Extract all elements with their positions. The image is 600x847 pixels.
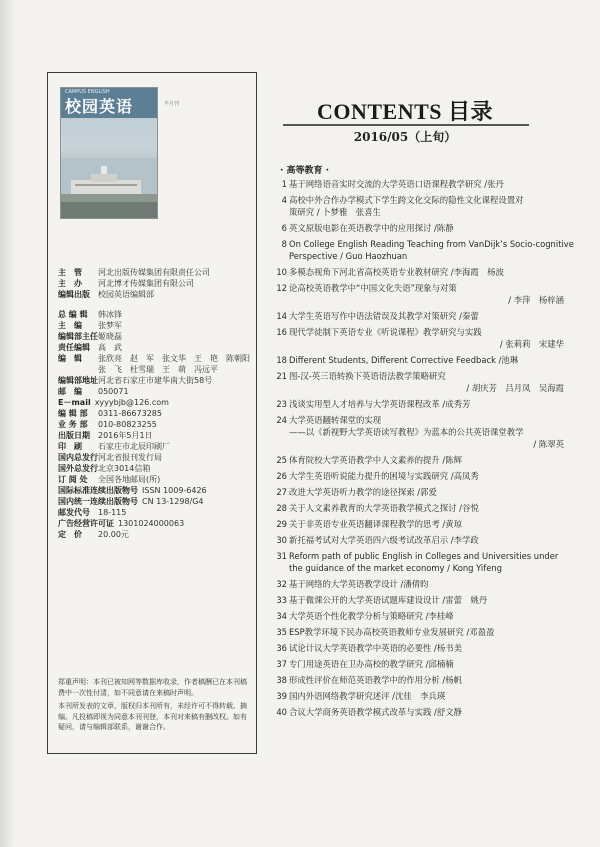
masthead-row xyxy=(58,331,254,342)
toc-entry-line xyxy=(270,626,566,638)
toc-entry-line xyxy=(270,518,566,530)
toc-author: 雷蕾 姚丹 xyxy=(445,595,488,605)
toc-author: 杨帆 xyxy=(445,675,462,685)
toc-author: 舒文静 xyxy=(436,707,462,717)
masthead-row xyxy=(58,496,254,507)
masthead-label: 国内统一连续出版物号 xyxy=(58,497,138,506)
masthead-value: 050071 xyxy=(98,387,129,396)
toc-entry-line xyxy=(270,310,566,322)
toc-entry xyxy=(270,310,566,322)
toc-article-title: On College English Reading Teaching from VanDijk’s Socio-cognitive xyxy=(289,239,574,249)
masthead-label: 主 编 xyxy=(58,321,82,330)
toc-entry-line xyxy=(270,674,566,686)
toc-article-title: 大学英语翻转课堂的实现 xyxy=(289,415,382,425)
masthead-value: 张 飞 杜雪瑞 王 萌 冯远平 xyxy=(98,365,218,374)
toc-entry xyxy=(270,414,566,450)
masthead-value: CN 13-1298/G4 xyxy=(142,497,204,506)
masthead-label: 编辑部地址 xyxy=(58,376,98,385)
toc-entry xyxy=(270,370,566,394)
masthead-row xyxy=(58,441,254,452)
toc-page-number: 29 xyxy=(276,519,287,529)
masthead-row xyxy=(58,320,254,331)
toc-entry xyxy=(270,534,566,546)
toc-entry xyxy=(270,222,566,234)
toc-page-number: 28 xyxy=(276,503,287,513)
toc-article-title: 高校中外合作办学模式下学生跨文化交际的隐性文化课程设置对 xyxy=(289,195,524,205)
toc-author: 李学政 xyxy=(453,535,479,545)
masthead-row xyxy=(58,452,254,463)
masthead-label: 编辑出版 xyxy=(58,290,90,299)
toc-article-title: ESP教学环境下民办高校英语教师专业发展研究 / xyxy=(289,627,470,637)
toc-page-number: 35 xyxy=(276,627,287,637)
toc-article-title: 论高校英语教学中“中国文化失语”现象与对策 xyxy=(289,283,457,293)
toc-page-number: 39 xyxy=(276,691,287,701)
masthead-value: 河北博才传媒集团有限公司 xyxy=(98,279,194,288)
masthead-value: 010-80823255 xyxy=(98,420,157,429)
toc-page-number: 32 xyxy=(276,579,287,589)
masthead-value: 18-115 xyxy=(98,508,127,517)
toc-entry xyxy=(270,626,566,638)
masthead-label: 定 价 xyxy=(58,530,82,539)
toc-page-number: 30 xyxy=(276,535,287,545)
toc-author: 邱楠楠 xyxy=(428,659,454,669)
masthead-value: ISSN 1009-6426 xyxy=(142,486,207,495)
toc-entry xyxy=(270,326,566,350)
toc-author-right: / 李萍 杨梓涵 xyxy=(508,295,564,305)
section-heading: · 高等教育 · xyxy=(280,166,330,176)
masthead-label: 编 辑 部 xyxy=(58,409,88,418)
masthead-row xyxy=(58,507,254,518)
masthead-label: 邮 编 xyxy=(58,387,82,396)
masthead-value: xyyybjb@126.com xyxy=(94,398,169,407)
masthead-value: 2016年5月1日 xyxy=(98,431,153,440)
toc-page-number: 24 xyxy=(276,415,287,425)
toc-article-title: 多模态视角下河北省高校英语专业教材研究 / xyxy=(289,267,454,277)
toc-page-number: 23 xyxy=(276,399,287,409)
toc-article-title: 专门用途英语在卫办高校的教学研究 / xyxy=(289,659,429,669)
toc-entry xyxy=(270,238,574,262)
toc-entry xyxy=(270,266,566,278)
toc-entry-line xyxy=(270,454,566,466)
toc-author-right: / 胡庆芳 吕月凤 吴海霞 xyxy=(466,383,564,393)
masthead-list xyxy=(58,267,254,540)
toc-entry-line xyxy=(270,194,566,206)
scan-edge-shadow xyxy=(0,0,14,847)
toc-entry xyxy=(270,486,566,498)
masthead-row xyxy=(58,278,254,289)
masthead-label xyxy=(58,364,98,375)
masthead-value: 张梦军 xyxy=(98,321,122,330)
toc-entry xyxy=(270,550,566,574)
masthead-row xyxy=(58,309,254,320)
toc-continuation: 策研究 / 卜梦雅 张喜生 xyxy=(289,207,381,217)
masthead-value: 0311-86673285 xyxy=(98,409,162,418)
toc-entry xyxy=(270,398,566,410)
masthead-panel xyxy=(47,72,257,754)
toc-author: 张丹 xyxy=(487,179,504,189)
toc-article-title: 现代学徒制下英语专业《听说课程》教学研究与实践 xyxy=(289,327,482,337)
toc-entry xyxy=(270,194,566,218)
issue-date: 2016/05（上旬） xyxy=(353,130,457,144)
masthead-row xyxy=(58,342,254,353)
masthead-label: 出版日期 xyxy=(58,431,90,440)
toc-page-number: 36 xyxy=(276,643,287,653)
toc-page-number: 27 xyxy=(276,487,287,497)
toc-article-title: 体育院校大学英语教学中人文素养的提升 / xyxy=(289,455,446,465)
masthead-label: 国外总发行 xyxy=(58,464,98,473)
toc-article-title: 大学生英语写作中语法错误及其教学对策研究 / xyxy=(289,311,462,321)
toc-entry-line xyxy=(270,534,566,546)
masthead-value: 张欣亮 赵 军 张文华 王 艳 陈朝阳 xyxy=(98,354,250,363)
toc-author: 郭爱 xyxy=(420,487,437,497)
masthead-label: E－mail xyxy=(58,398,91,407)
toc-entry xyxy=(270,658,566,670)
toc-entry-line xyxy=(270,282,566,294)
toc-entry xyxy=(270,610,566,622)
masthead-label: 邮发代号 xyxy=(58,508,90,517)
toc-page-number: 18 xyxy=(276,355,287,365)
toc-page-number: 6 xyxy=(281,223,287,233)
toc-article-title: 新托福考试对大学英语四六级考试改革启示 / xyxy=(289,535,454,545)
masthead-label: 总 编 辑 xyxy=(58,310,88,319)
toc-entry-line xyxy=(270,326,566,338)
toc-page-number: 26 xyxy=(276,471,287,481)
masthead-value: 韩冰锋 xyxy=(98,310,122,319)
toc-entry-line xyxy=(270,610,566,622)
masthead-row xyxy=(58,485,254,496)
toc-entry xyxy=(270,594,566,606)
notice-block xyxy=(58,677,248,736)
toc-entry xyxy=(270,690,566,702)
masthead-value: 校园英语编辑部 xyxy=(98,290,154,299)
toc-entry-line xyxy=(270,658,566,670)
toc-article-title: 浅谈实用型人才培养与大学英语课程改革 / xyxy=(289,399,446,409)
masthead-row xyxy=(58,353,254,364)
toc-entry xyxy=(270,178,566,190)
masthead-row xyxy=(58,408,254,419)
toc-page-number: 4 xyxy=(281,195,287,205)
toc-author: 黄琼 xyxy=(445,519,462,529)
toc-entry xyxy=(270,470,566,482)
masthead-value: 石家庄市北辰印刷厂 xyxy=(98,442,170,451)
toc-entry xyxy=(270,642,566,654)
toc-entry xyxy=(270,502,566,514)
toc-article-title: 大学英语个性化教学分析与策略研究 / xyxy=(289,611,429,621)
notice-paragraph: 本刊所发表的文章，版权归本刊所有，未经许可不得转载、摘编。凡投稿即视为同意本刊刊登，本刊对来稿有删改权。如有疑问，请与编辑部联系，谢谢合作。 xyxy=(58,702,247,731)
toc-page-number: 40 xyxy=(276,707,287,717)
toc-continuation: Perspective / Guo Haozhuan xyxy=(289,251,408,261)
toc-article-title: 改进大学英语听力教学的途径探索 / xyxy=(289,487,421,497)
masthead-row xyxy=(58,419,254,430)
toc-entry-line xyxy=(270,578,566,590)
toc-article-title: Different Students, Different Corrective Feedback / xyxy=(289,355,502,365)
toc-entry xyxy=(270,674,566,686)
masthead-row xyxy=(58,397,254,408)
cover-building-illustration xyxy=(61,158,157,218)
masthead-row xyxy=(58,518,254,529)
toc-page-number: 25 xyxy=(276,455,287,465)
toc-author-right: / 陈翠英 xyxy=(533,439,564,449)
toc-author: 陈辉 xyxy=(445,455,462,465)
toc-article-title: 图-汉-英三语转换下英语语法教学策略研究 xyxy=(289,371,446,381)
masthead-row xyxy=(58,375,254,386)
masthead-label: 业 务 部 xyxy=(58,420,88,429)
toc-entry-line xyxy=(270,502,566,514)
toc-entry xyxy=(270,578,566,590)
toc-article-title: Reform path of public English in Colleges and Universities under xyxy=(289,551,559,561)
toc-article-title: 基于网络语音实时交流的大学英语口语课程教学研究 / xyxy=(289,179,488,189)
toc-entry-line xyxy=(270,414,566,426)
masthead-label: 责任编辑 xyxy=(58,343,90,352)
toc-entry xyxy=(270,282,566,306)
masthead-row xyxy=(58,430,254,441)
toc-entry-line xyxy=(270,706,566,718)
contents-header xyxy=(310,95,500,126)
masthead-value: 20.00元 xyxy=(98,530,129,539)
toc-author: 成秀芳 xyxy=(445,399,471,409)
toc-page-number: 16 xyxy=(276,327,287,337)
toc-page-number: 8 xyxy=(281,239,287,249)
masthead-label: 国内总发行 xyxy=(58,453,98,462)
toc-author: 邓盈盈 xyxy=(469,627,495,637)
toc-page-number: 21 xyxy=(276,371,287,381)
toc-author: 秦蕾 xyxy=(461,311,479,321)
masthead-label: 订 阅 处 xyxy=(58,475,88,484)
toc-author: 陈静 xyxy=(436,223,454,233)
toc-page-number: 12 xyxy=(276,283,287,293)
toc-article-title: 英文原版电影在英语教学中的应用探讨 / xyxy=(289,223,437,233)
toc-entry-line xyxy=(270,354,566,366)
masthead-value: 河北省报刊发行局 xyxy=(98,453,162,462)
toc-author-right: / 张莉莉 宋建华 xyxy=(499,339,564,349)
toc-entry-line xyxy=(270,178,566,190)
toc-author: 李桂峰 xyxy=(428,611,454,621)
toc-entry-line xyxy=(270,642,566,654)
toc-author: 杨书美 xyxy=(436,643,462,653)
masthead-label: 广告经营许可证 xyxy=(58,519,114,528)
toc-entry-line xyxy=(270,594,566,606)
toc-author: 池琳 xyxy=(501,355,519,365)
masthead-label: 编辑部主任 xyxy=(58,332,98,341)
toc-continuation: ——以《新视野大学英语读写教程》为蓝本的公共英语课堂教学 xyxy=(289,427,524,437)
cover-side-line: 半月刊 xyxy=(164,101,180,107)
toc-entry-line xyxy=(270,690,566,702)
masthead-value: 高 武 xyxy=(98,343,122,352)
masthead-row xyxy=(58,386,254,397)
masthead-label: 编 辑 xyxy=(58,354,82,363)
masthead-label: 主 办 xyxy=(58,279,82,288)
cover-title: 校园英语 xyxy=(65,97,134,116)
toc-entry-line xyxy=(270,486,566,498)
header-rule xyxy=(283,124,529,126)
toc-page-number: 38 xyxy=(276,675,287,685)
toc-article-title: 形成性评价在师范英语教学中的作用分析 / xyxy=(289,675,446,685)
toc-entry-line xyxy=(270,398,566,410)
toc-continuation: the guidance of the market economy / Kong Yifeng xyxy=(289,563,502,573)
masthead-label: 印 刷 xyxy=(58,442,82,451)
toc-article-title: 试论计议大学英语教学中英语的必要性 / xyxy=(289,643,437,653)
toc-entry-line xyxy=(270,550,566,562)
masthead-row xyxy=(58,474,254,485)
masthead-value: 全国各地邮局(所) xyxy=(98,475,161,484)
toc-article-title: 基于微课公开的大学英语试题库建设设计 / xyxy=(289,595,446,605)
toc-entry-line xyxy=(270,266,566,278)
masthead-label: 国际标准连续出版物号 xyxy=(58,486,138,495)
toc-list xyxy=(270,178,574,722)
toc-page-number: 1 xyxy=(281,179,287,189)
toc-entry-line xyxy=(270,238,574,250)
masthead-row xyxy=(58,364,254,375)
toc-author: 高凤秀 xyxy=(453,471,479,481)
cover-subtitle: CAMPUS ENGLISH xyxy=(65,89,110,95)
toc-entry xyxy=(270,706,566,718)
masthead-value: 河北出版传媒集团有限责任公司 xyxy=(98,268,210,277)
toc-spacer xyxy=(270,718,566,722)
notice-paragraph: 郑重声明：本刊已被知网等数据库收录，作者稿酬已在本刊稿费中一次性付清，如不同意请在来稿时声明。 xyxy=(58,678,247,697)
toc-article-title: 基于网络的大学英语教学设计 / xyxy=(289,579,404,589)
masthead-label: 主 管 xyxy=(58,268,82,277)
masthead-value: 北京3014信箱 xyxy=(98,464,151,473)
contents-title: CONTENTS 目录 xyxy=(316,99,494,124)
toc-entry-line xyxy=(270,222,566,234)
toc-article-title: 大学生英语听说能力提升的困境与实践研究 / xyxy=(289,471,454,481)
masthead-row xyxy=(58,289,254,300)
masthead-value: 河北省石家庄市建华南大街58号 xyxy=(98,376,213,385)
toc-entry xyxy=(270,518,566,530)
masthead-row xyxy=(58,463,254,474)
cover-side-text xyxy=(164,101,244,108)
toc-page-number: 14 xyxy=(276,311,287,321)
toc-author: 李海霞 杨波 xyxy=(453,267,504,277)
masthead-row xyxy=(58,529,254,540)
toc-article-title: 国内外语网络教学研究述评 / xyxy=(289,691,395,701)
toc-page-number: 33 xyxy=(276,595,287,605)
cover-thumbnail xyxy=(60,87,158,219)
toc-page-number: 37 xyxy=(276,659,287,669)
toc-article-title: 关于非英语专业英语翻译课程教学的思考 / xyxy=(289,519,446,529)
toc-entry xyxy=(270,354,566,366)
toc-page-number: 34 xyxy=(276,611,287,621)
toc-entry xyxy=(270,454,566,466)
toc-author: 潘倩昀 xyxy=(403,579,429,589)
toc-entry-line xyxy=(270,370,566,382)
masthead-row xyxy=(58,267,254,278)
toc-article-title: 合议大学商务英语教学模式改革与实践 / xyxy=(289,707,437,717)
masthead-value: 姬晓磊 xyxy=(98,332,122,341)
toc-entry-line xyxy=(270,470,566,482)
toc-page-number: 10 xyxy=(276,267,287,277)
toc-author: 谷悦 xyxy=(461,503,479,513)
toc-author: 沈佳 李兵瑛 xyxy=(394,691,446,701)
masthead-spacer xyxy=(58,300,254,309)
toc-article-title: 关于人文素养教育的大学英语教学模式之探讨 / xyxy=(289,503,462,513)
masthead-value: 1301024000063 xyxy=(118,519,185,528)
toc-page-number: 31 xyxy=(276,551,287,561)
